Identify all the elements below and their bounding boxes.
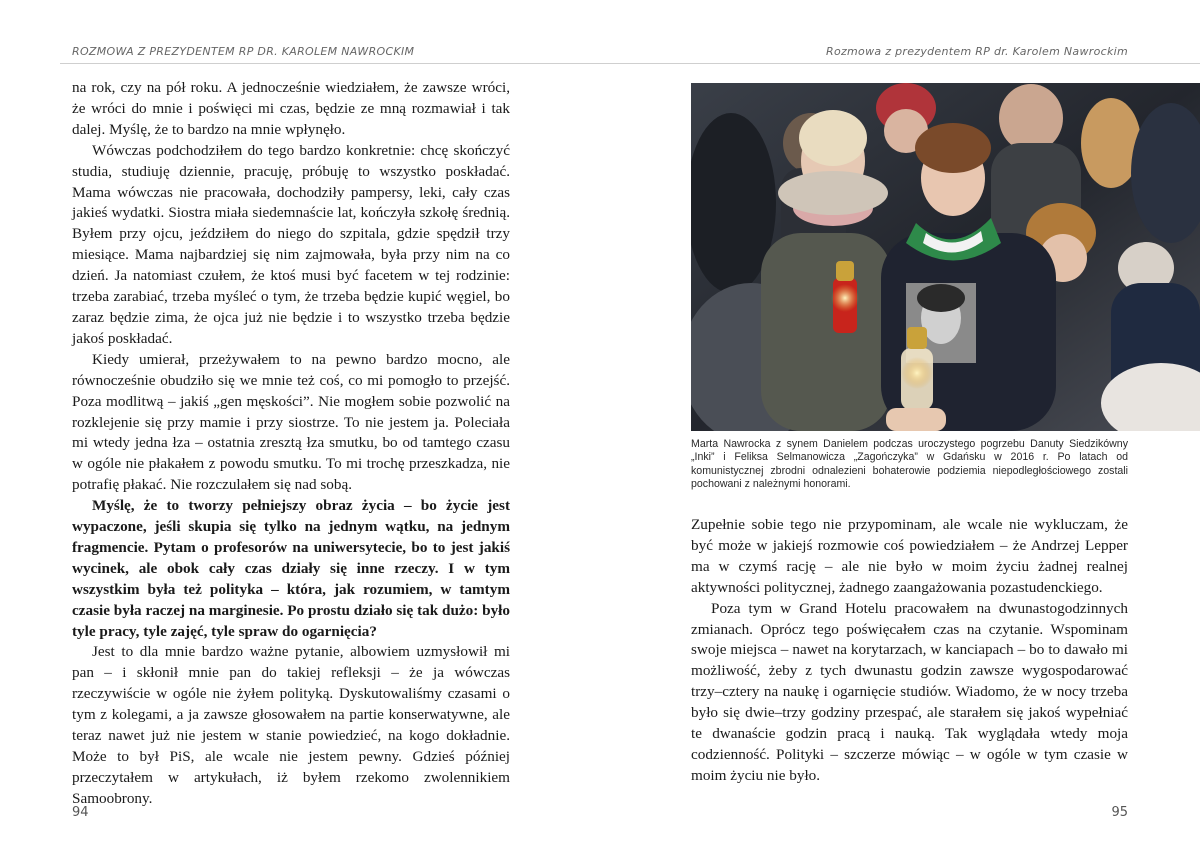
photo-crowd-with-candles bbox=[691, 83, 1200, 431]
right-body-text bbox=[691, 515, 1128, 787]
page-number-right: 95 bbox=[1111, 805, 1128, 820]
paragraph: Poza tym w Grand Hotelu pracowałem na dwunastogodzinnych zmianach. Oprócz tego poświęcałem czas na czytanie. Wspominam swoje miejsca – nawet na korytarzach, w kanciapach – bo to dawało mi możliwość, żeby z tych dwunastu godzin zawsze wygospodarować trzy–cztery na naukę i ogarnięcie studiów. Wiadomo, że w nocy trzeba było się dwie–trzy godziny przespać, ale starałem się jakoś wypełniać te dwanaście godzin pracą i nauką. Tak wyglądała wtedy moja codzienność. Polityki – szczerze mówiąc – w ogóle w tym czasie w moim życiu nie było. bbox=[691, 599, 1128, 784]
header-rule-left bbox=[60, 63, 600, 64]
paragraph: na rok, czy na pół roku. A jednocześnie wiedziałem, że zawsze wróci, że wróci do mnie i poświęci mi czas, będzie ze mną rozmawiał i tak dalej. Myślę, że to bardzo na mnie wpłynęło. bbox=[72, 79, 510, 138]
right-page bbox=[600, 0, 1200, 855]
running-head-right: Rozmowa z prezydentem RP dr. Karolem Nawrockim bbox=[826, 45, 1128, 58]
paragraph: Kiedy umierał, przeżywałem to na pewno bardzo mocno, ale równocześnie obudziło się we mnie też coś, co mi pomogło to przejść. Poza modlitwą – jakiś „gen męskości”. Nie mogłem sobie pozwolić na rozklejenie się przy mamie i przy siostrze. To nie jestem ja. Poleciała mi wtedy jedna łza – ostatnia zresztą łza smutku, bo od tamtego czasu w ogóle nie płakałem z powodu smutku. To mi trochę przeszkadza, nie potrafię płakać. Nie rozczulałem się nad sobą. bbox=[72, 350, 510, 494]
paragraph: Jest to dla mnie bardzo ważne pytanie, albowiem uzmysłowił mi pan – i skłonił mnie pan do takiej refleksji – że ja wówczas rzeczywiście w ogóle nie żyłem polityką. Dyskutowaliśmy czasami o tym z kolegami, a ja zawsze głosowałem na partie konserwatywne, ale teraz nawet już nie jestem w stanie powiedzieć, na kogo dokładnie. Może to był PiS, ale wcale nie jestem pewny. Gdzieś później przeczytałem w artykułach, iż byłem rzekomo zwolennikiem Samoobrony. bbox=[72, 643, 510, 807]
left-body-text bbox=[72, 78, 510, 810]
paragraph: Zupełnie sobie tego nie przypominam, ale wcale nie wykluczam, że być może w jakiejś rozmowie coś powiedziałem – że Andrzej Lepper ma w czymś rację – ale nie było w moim życiu żadnej realnej aktywności politycznej, żadnego zaangażowania pozastudenckiego. bbox=[691, 516, 1128, 596]
page-number-left: 94 bbox=[72, 805, 89, 820]
header-rule-right bbox=[600, 63, 1200, 64]
paragraph: Wówczas podchodziłem do tego bardzo konkretnie: chcę skończyć studia, studiuję dziennie, pracuję, próbuję to wszystko poskładać. Mama wówczas nie pracowała, dochodziły pampersy, leki, cały czas jakieś wydatki. Siostra miała siedemnaście lat, kończyła szkołę średnią. Byłem przy ojcu, jeździłem do niego do szpitala, gdzie spędził trzy miesiące. Mama najbardziej się nim zajmowała, była przy nim na co dzień. Ja natomiast czułem, że ktoś musi być facetem w tej rodzinie: trzeba zarabiać, trzeba myśleć o tym, że trzeba będzie kupić węgiel, bo zaraz będzie zima, że ojca już nie będzie i to wszystko trzeba będzie jakoś poskładać. bbox=[72, 141, 510, 347]
interviewer-question: Myślę, że to tworzy pełniejszy obraz życia – bo życie jest wypaczone, jeśli skupia się tylko na jednym wątku, na jednym fragmencie. Pytam o profesorów na uniwersytecie, bo to jest jakiś wycinek, ale obok cały czas działy się inne rzeczy. I w tym wszystkim była też polityka – która, jak rozumiem, w tamtym czasie była raczej na marginesie. Po prostu działo się tak dużo: było tyle pracy, tyle zajęć, tyle spraw do ogarnięcia? bbox=[72, 497, 510, 640]
running-head-left: ROZMOWA Z PREZYDENTEM RP DR. KAROLEM NAWROCKIM bbox=[72, 45, 415, 58]
photo-caption: Marta Nawrocka z synem Danielem podczas uroczystego pogrzebu Danuty Siedzikówny „Inki” i Feliksa Selmanowicza „Zagończyka” w Gdańsku w 2016 r. Po latach od komunistycznej zbrodni odnalezieni bohaterowie podziemia niepodległościowego zostali pochowani z należnymi honorami. bbox=[691, 438, 1128, 491]
